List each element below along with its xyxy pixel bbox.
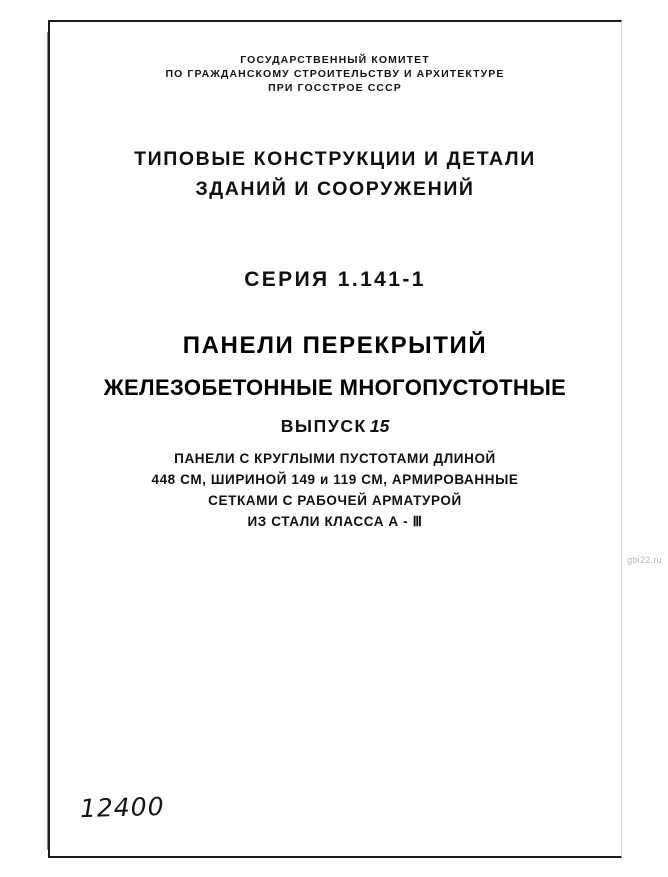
issue-line [48,416,622,437]
organization-line-2: ПО ГРАЖДАНСКОМУ СТРОИТЕЛЬСТВУ И АРХИТЕКТУРЕ [165,68,505,80]
description-line-4: ИЗ СТАЛИ КЛАССА А - Ⅲ [247,514,423,529]
description-line-3: СЕТКАМИ С РАБОЧЕЙ АРМАТУРОЙ [208,493,462,508]
organization-line-3: ПРИ ГОССТРОЕ СССР [268,82,402,94]
description-line-1: ПАНЕЛИ С КРУГЛЫМИ ПУСТОТАМИ ДЛИНОЙ [174,451,496,466]
issue-label: ВЫПУСК [280,416,367,436]
series-number: СЕРИЯ 1.141-1 [244,268,426,291]
series-heading [48,144,622,204]
page-content [48,20,622,858]
series-heading-line-1: ТИПОВЫЕ КОНСТРУКЦИИ И ДЕТАЛИ [134,148,536,170]
watermark: gbi22.ru [627,555,662,565]
organization-line-1: ГОСУДАРСТВЕННЫЙ КОМИТЕТ [240,54,430,66]
organization-block [48,53,622,95]
description-line-2: 448 СМ, ШИРИНОЙ 149 и 119 СМ, АРМИРОВАННЫЕ [151,472,519,487]
series-heading-line-2: ЗДАНИЙ И СООРУЖЕНИЙ [195,178,475,200]
description-block [48,448,622,532]
page-subtitle: ЖЕЛЕЗОБЕТОННЫЕ МНОГОПУСТОТНЫЕ [103,375,567,400]
document-number: 12400 [79,791,165,824]
page-title: ПАНЕЛИ ПЕРЕКРЫТИЙ [182,332,488,359]
issue-number: 15 [369,416,390,436]
